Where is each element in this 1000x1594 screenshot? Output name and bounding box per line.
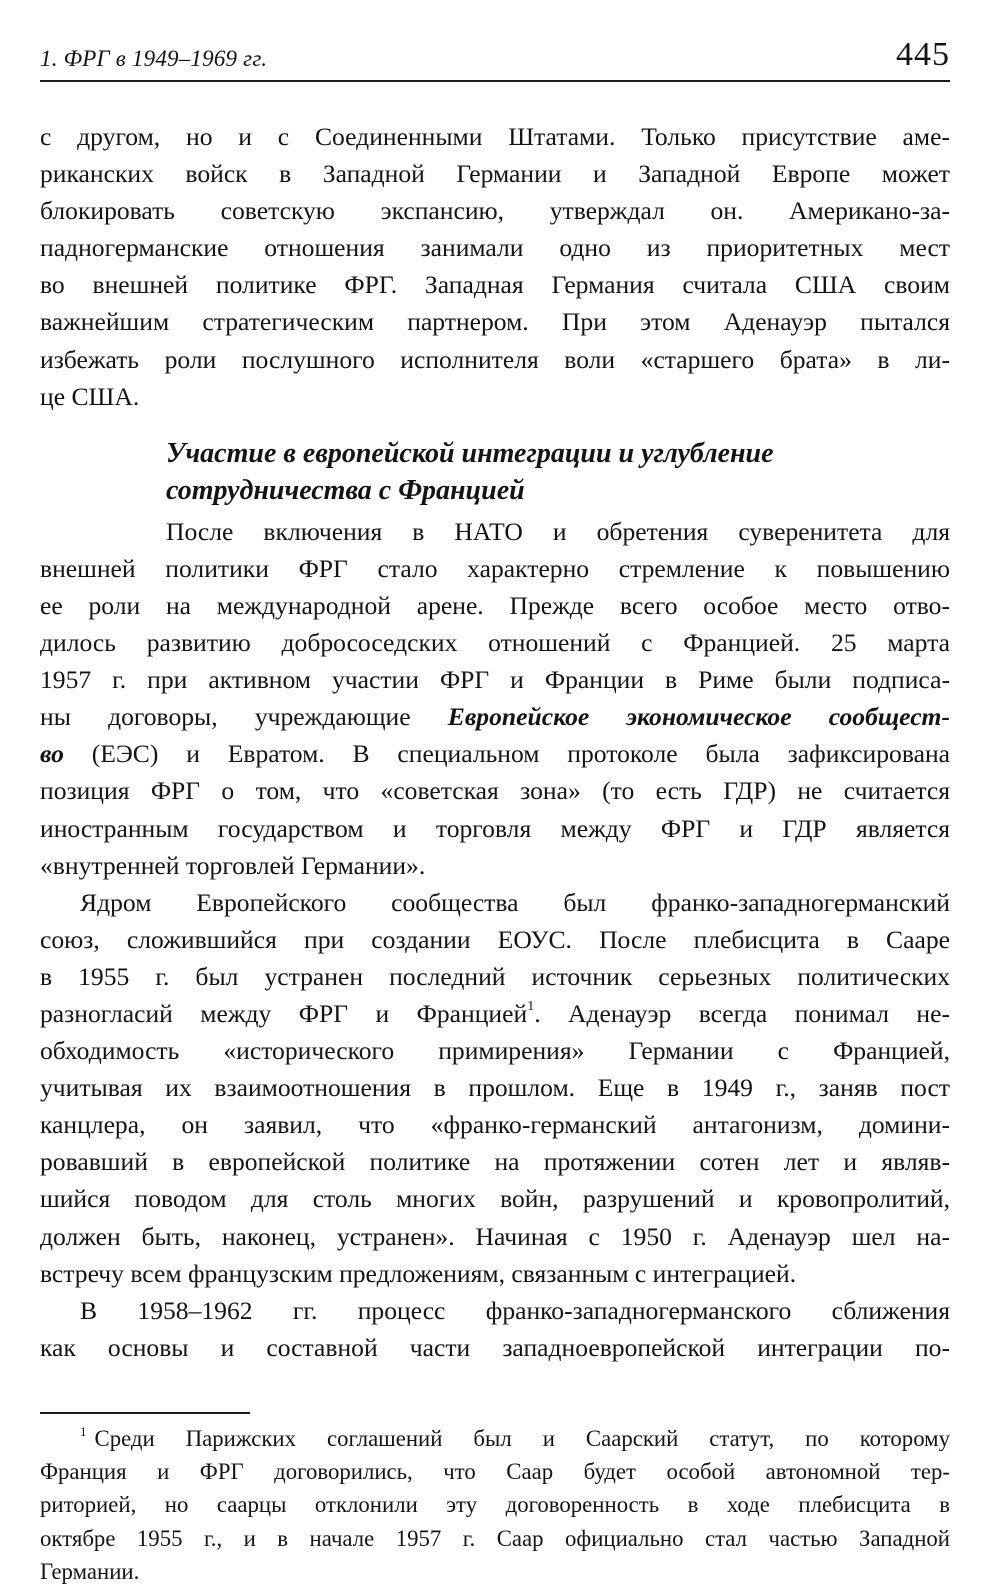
book-page	[40, 28, 950, 1588]
text-line: Ядром Европейского сообщества был франко-западногерманский	[80, 887, 950, 917]
text-line: важнейшим стратегическим партнером. При этом Аденауэр пытался	[40, 307, 950, 337]
footnote-reference[interactable]: 1	[527, 998, 535, 1014]
term-emphasis: Европейское экономическое сообщест-	[447, 702, 950, 732]
paragraph-3	[40, 884, 950, 1292]
text-run: (ЕЭС) и Евратом. В специальном протоколе была зафиксирована	[63, 739, 950, 769]
text-line: дилось развитию добрососедских отношений с Францией. 25 марта	[40, 628, 950, 658]
text-line	[40, 995, 950, 1032]
page-number: 445	[896, 36, 950, 73]
text-line: иностранным государством и торговля между ФРГ и ГДР является	[40, 813, 950, 843]
text-line	[40, 698, 950, 735]
footnote-divider	[40, 1412, 250, 1414]
running-title: 1. ФРГ в 1949–1969 гг.	[40, 46, 268, 71]
heading-line: Участие в европейской интеграции и углубление	[166, 437, 774, 469]
text-line: блокировать советскую экспансию, утверждал он. Американо-за-	[40, 196, 950, 226]
paragraph-2	[40, 513, 950, 884]
text-line: риканских войск в Западной Германии и Западной Европе может	[40, 159, 950, 189]
text-line: во внешней политике ФРГ. Западная Германия считала США своим	[40, 270, 950, 300]
footnote-line: риторией, но саарцы отклонили эту договоренность в ходе плебисцита в	[40, 1492, 950, 1518]
footnote-line	[40, 1422, 950, 1455]
text-line: В 1958–1962 гг. процесс франко-западногерманского сближения	[80, 1295, 950, 1325]
term-emphasis: во	[40, 739, 64, 769]
footnote-line: Германии.	[40, 1558, 140, 1584]
running-header	[40, 28, 950, 82]
text-line: учитывая их взаимоотношения в прошлом. Еще в 1949 г., заняв пост	[40, 1073, 950, 1103]
text-line: должен быть, наконец, устранен». Начиная с 1950 г. Аденауэр шел на-	[40, 1221, 950, 1251]
text-line: ее роли на международной арене. Прежде всего особое место отво-	[40, 590, 950, 620]
footnote-marker: 1	[80, 1423, 87, 1439]
text-line: падногерманские отношения занимали одно из приоритетных мест	[40, 233, 950, 263]
footnote-line: октябре 1955 г., и в начале 1957 г. Саар официально стал частью Западной	[40, 1525, 950, 1551]
text-line	[40, 735, 950, 772]
text-run: разногласий между ФРГ и Францией	[40, 998, 528, 1028]
text-line: в 1955 г. был устранен последний источник серьезных политических	[40, 961, 950, 991]
heading-line: сотрудничества с Францией	[166, 474, 525, 506]
text-line: «внутренней торговлей Германии».	[40, 850, 426, 880]
text-line: позиция ФРГ о том, что «советская зона» (то есть ГДР) не считается	[40, 776, 950, 806]
section-heading	[40, 435, 950, 509]
text-line: После включения в НАТО и обретения суверенитета для	[166, 516, 950, 546]
text-line: шийся поводом для столь многих войн, разрушений и кровопролитий,	[40, 1184, 950, 1214]
text-line: ровавший в европейской политике на протяжении сотен лет и являв-	[40, 1147, 950, 1177]
text-line: встречу всем французским предложениям, связанным с интеграцией.	[40, 1258, 797, 1288]
text-run: ны договоры, учреждающие	[40, 702, 448, 732]
body-text	[40, 118, 950, 1366]
text-line: 1957 г. при активном участии ФРГ и Франции в Риме были подписа-	[40, 665, 950, 695]
text-run: Среди Парижских соглашений был и Саарский статут, по которому	[94, 1425, 950, 1451]
paragraph-4	[40, 1292, 950, 1366]
footnote-line: Франция и ФРГ договорились, что Саар будет особой автономной тер-	[40, 1459, 950, 1485]
text-line: с другом, но и с Соединенными Штатами. Только присутствие аме-	[40, 122, 950, 151]
paragraph-1	[40, 118, 950, 415]
text-line: как основы и составной части западноевропейской интеграции по-	[40, 1332, 950, 1362]
text-line: избежать роли послушного исполнителя воли «старшего брата» в ли-	[40, 344, 950, 374]
text-line: обходимость «исторического примирения» Германии с Францией,	[40, 1036, 950, 1066]
text-run: . Аденауэр всегда понимал не-	[534, 998, 950, 1028]
text-line: внешней политики ФРГ стало характерно стремление к повышению	[40, 553, 950, 583]
text-line: це США.	[40, 381, 140, 411]
text-line: канцлера, он заявил, что «франко-германский антагонизм, домини-	[40, 1110, 950, 1140]
text-line: союз, сложившийся при создании ЕОУС. После плебисцита в Сааре	[40, 924, 950, 954]
footnote	[40, 1422, 950, 1588]
